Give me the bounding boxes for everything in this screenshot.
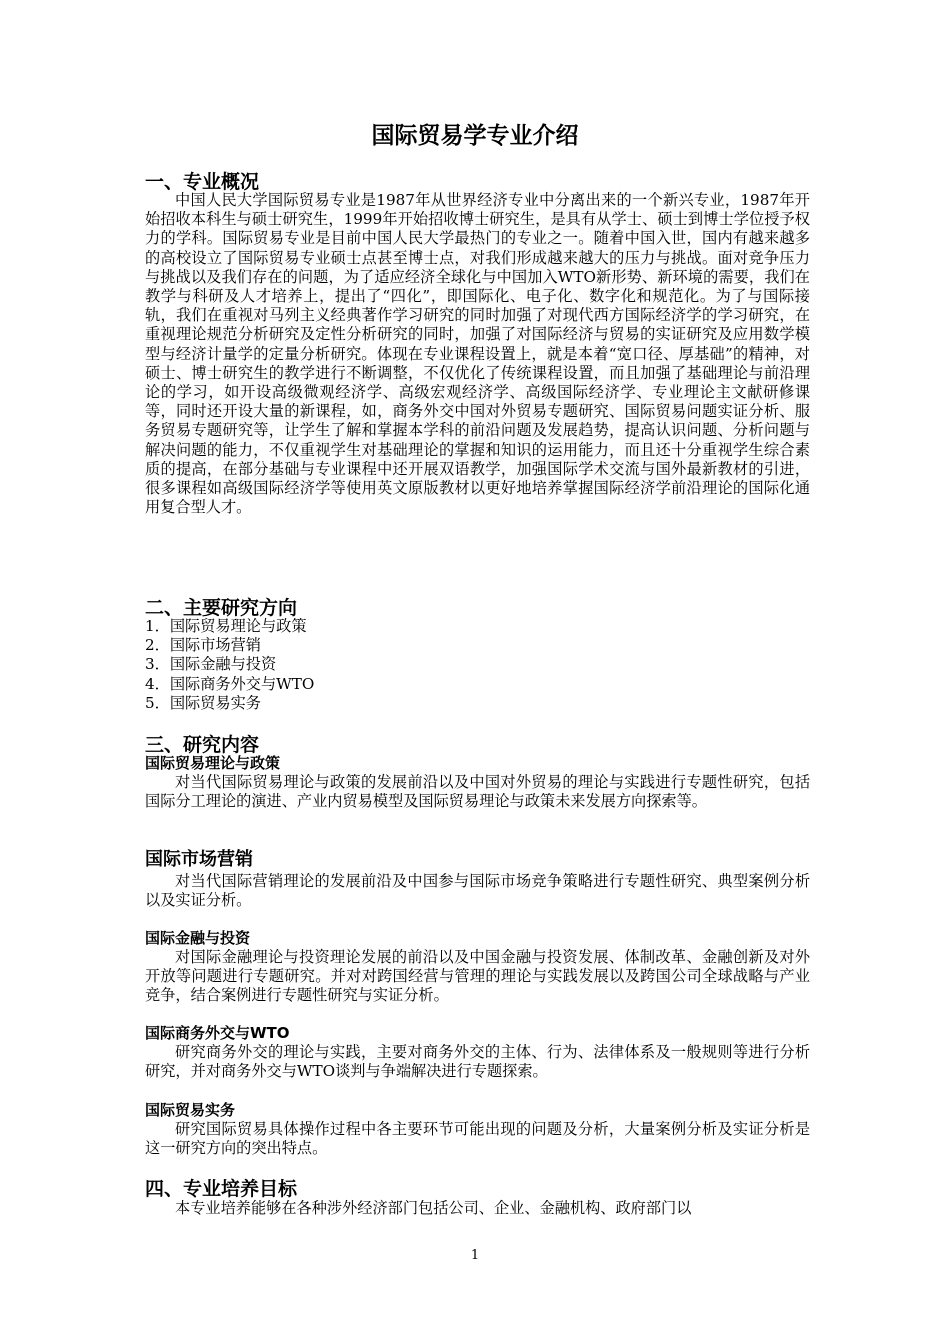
page-number: 1	[470, 1248, 480, 1263]
list-item: 5．国际贸易实务	[145, 693, 261, 712]
trade-theory-paragraph: 对当代国际贸易理论与政策的发展前沿以及中国对外贸易的理论与实践进行专题性研究，包括国际分工理论的演进、产业内贸易模型及国际贸易理论与政策未来发展方向探索等。	[145, 773, 810, 811]
list-item: 1．国际贸易理论与政策	[145, 617, 307, 635]
section-heading-overview: 一、专业概况	[145, 171, 260, 193]
section-heading-research-content: 三、研究内容	[145, 734, 260, 756]
page-title: 国际贸易学专业介绍	[371, 123, 579, 149]
subheading-trade-practice: 国际贸易实务	[145, 1101, 236, 1119]
finance-investment-paragraph: 对国际金融理论与投资理论发展的前沿以及中国金融与投资发展、体制改革、金融创新及对外开放等问题进行专题研究。并对对跨国经营与管理的理论与实践发展以及跨国公司全球战略与产业竞争，结合案例进行专题性研究与实证分析。	[145, 948, 810, 1005]
training-goals-paragraph: 本专业培养能够在各种涉外经济部门包括公司、企业、金融机构、政府部门以	[175, 1199, 692, 1217]
list-item: 2．国际市场营销	[145, 636, 261, 655]
subheading-trade-theory: 国际贸易理论与政策	[145, 754, 281, 772]
list-item: 4．国际商务外交与WTO	[145, 674, 315, 693]
section-heading-training-goals: 四、专业培养目标	[145, 1178, 298, 1200]
subheading-marketing: 国际市场营销	[145, 849, 253, 870]
commercial-diplomacy-paragraph: 研究商务外交的理论与实践，主要对商务外交的主体、行为、法律体系及一般规则等进行分析研究，并对商务外交与WTO谈判与争端解决进行专题探索。	[145, 1043, 810, 1081]
subheading-finance-investment: 国际金融与投资	[145, 929, 251, 947]
list-item: 3．国际金融与投资	[145, 655, 277, 674]
subheading-commercial-diplomacy: 国际商务外交与WTO	[145, 1024, 290, 1042]
research-directions-list	[145, 617, 810, 713]
marketing-paragraph: 对当代国际营销理论的发展前沿及中国参与国际市场竞争策略进行专题性研究、典型案例分析以及实证分析。	[145, 872, 810, 910]
trade-practice-paragraph: 研究国际贸易具体操作过程中各主要环节可能出现的问题及分析，大量案例分析及实证分析是这一研究方向的突出特点。	[145, 1120, 810, 1158]
section-heading-research-directions: 二、主要研究方向	[145, 597, 298, 619]
overview-paragraph: 中国人民大学国际贸易专业是1987年从世界经济专业中分离出来的一个新兴专业，1987年开始招收本科生与硕士研究生，1999年开始招收博士研究生，是具有从学士、硕士到博士学位授予权力的学科。国际贸易专业是目前中国人民大学最热门的专业之一。随着中国入世，国内有越来越多的高校设立了国际贸易专业硕士点甚至博士点，对我们形成越来越大的压力与挑战。面对竞争压力与挑战以及我们存在的问题，为了适应经济全球化与中国加入WTO新形势、新环境的需要，我们在教学与科研及人才培养上，提出了“四化”，即国际化、电子化、数字化和规范化。为了与国际接轨，我们在重视对马列主义经典著作学习研究的同时加强了对现代西方国际经济学的学习研究，在重视理论规范分析研究及定性分析研究的同时，加强了对国际经济与贸易的实证研究及应用数学模型与经济计量学的定量分析研究。体现在专业课程设置上，就是本着“宽口径、厚基础”的精神，对硕士、博士研究生的教学进行不断调整，不仅优化了传统课程设置，而且加强了基础理论与前沿理论的学习，如开设高级微观经济学、高级宏观经济学、高级国际经济学、专业理论主文献研修课等，同时还开设大量的新课程，如，商务外交中国对外贸易专题研究、国际贸易问题实证分析、服务贸易专题研究等，让学生了解和掌握本学科的前沿问题及发展趋势，提高认识问题、分析问题与解决问题的能力，不仅重视学生对基础理论的掌握和知识的运用能力，而且还十分重视学生综合素质的提高，在部分基础与专业课程中还开展双语教学，加强国际学术交流与国外最新教材的引进，很多课程如高级国际经济学等使用英文原版教材以更好地培养掌握国际经济学前沿理论的国际化通用复合型人才。	[145, 191, 810, 517]
